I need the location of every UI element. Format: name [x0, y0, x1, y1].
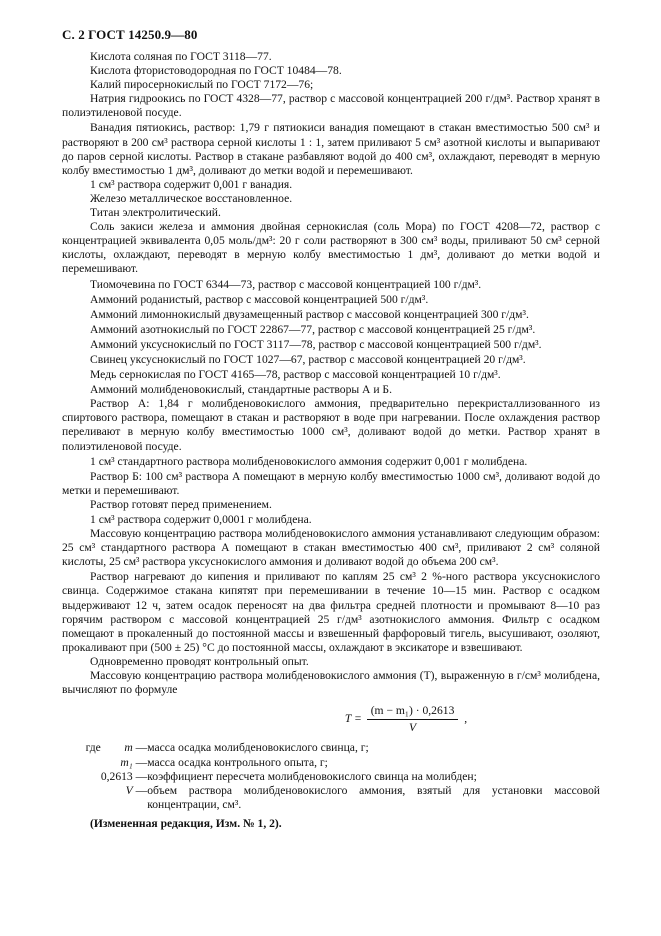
definition-symbol [101, 741, 147, 755]
definition-lead: где [85, 741, 101, 755]
paragraph: Титан электролитический. [90, 206, 221, 220]
definition-symbol-text: 0,2613 [100, 769, 133, 783]
formula-denominator: V [408, 721, 417, 735]
definition-symbol-text: m [124, 741, 133, 755]
definition-text: коэффициент пересчета молибденовокислого свинца на молибден; [147, 769, 477, 783]
definition-row [62, 784, 600, 812]
paragraph: Одновременно проводят контрольный опыт. [90, 654, 309, 668]
paragraph: Тиомочевина по ГОСТ 6344—73, раствор с массовой концентрацией 100 г/дм³. [90, 277, 482, 291]
definition-row [62, 741, 600, 755]
definition-dash: — [135, 755, 148, 769]
paragraph: Аммоний уксуснокислый по ГОСТ 3117—78, раствор с массовой концентрацией 500 г/дм³. [90, 337, 542, 351]
paragraph: Медь сернокислая по ГОСТ 4165—78, раствор с массовой концентрацией 10 г/дм³. [90, 368, 501, 382]
definition-lead [62, 770, 101, 784]
paragraph: Аммоний роданистый, раствор с массовой концентрацией 500 г/дм³. [90, 292, 429, 306]
paragraph: Аммоний молибденовокислый, стандартные растворы А и Б. [90, 383, 392, 397]
paragraph: Кислота фтористоводородная по ГОСТ 10484—78. [90, 64, 342, 78]
definition-text: масса осадка контрольного опыта, г; [147, 755, 328, 769]
document-body [62, 50, 600, 843]
paragraph: Натрия гидроокись по ГОСТ 4328—77, раствор с массовой концентрацией 200 г/дм³. Раствор хранят в полиэтиленовой посуде. [62, 92, 600, 120]
paragraph: Калий пиросернокислый по ГОСТ 7172—76; [90, 78, 314, 92]
definition-symbol [101, 770, 147, 784]
paragraph: Кислота соляная по ГОСТ 3118—77. [90, 50, 272, 63]
paragraph: Массовую концентрацию раствора молибденовокислого аммония (T), выраженную в г/см³ молибдена, вычисляют по формуле [62, 669, 600, 697]
formula-comma: , [464, 712, 468, 726]
definition-dash: — [135, 741, 148, 755]
definition-symbol [101, 756, 147, 770]
paragraph: Раствор готовят перед применением. [90, 497, 272, 511]
definition-lead [62, 784, 101, 812]
definition-lead [62, 756, 101, 770]
paragraph: Свинец уксуснокислый по ГОСТ 1027—67, раствор с массовой концентрацией 20 г/дм³. [90, 352, 526, 366]
definition-text: масса осадка молибденовокислого свинца, г; [147, 741, 369, 755]
paragraph: Аммоний азотнокислый по ГОСТ 22867—77, раствор с массовой концентрацией 25 г/дм³. [90, 322, 536, 336]
paragraph: 1 см³ раствора содержит 0,0001 г молибдена. [90, 513, 312, 526]
definition-row [62, 770, 600, 784]
definition-symbol-text: V [125, 783, 133, 797]
paragraph: Аммоний лимоннокислый двузамещенный раствор с массовой концентрацией 300 г/дм³. [90, 307, 529, 321]
paragraph: Раствор Б: 100 см³ раствора А помещают в мерную колбу вместимостью 1000 см³, доливают водой до метки и перемешивают. [62, 469, 600, 497]
definition-symbol-text: m₁ [120, 755, 133, 769]
paragraph: Ванадия пятиокись, раствор: 1,79 г пятиокиси ванадия помещают в стакан вместимостью 500 см³ и растворяют в 200 см³ раствора серной кислоты 1 : 1, затем приливают 5 см³ азотной кислоты и выпаривают до паров серной кислоты. Раствор в стакане разбавляют водой до 400 см³, охлаждают, переводят в мерную колбу вместимостью 1 дм³, доливают до метки водой и перемешивают. [62, 121, 600, 177]
paragraph: Железо металлическое восстановленное. [90, 191, 293, 205]
definition-text: объем раствора молибденовокислого аммония, взятый для установки массовой концентрации, см³. [147, 783, 600, 811]
paragraph: 1 см³ стандартного раствора молибденовокислого аммония содержит 0,001 г молибдена. [90, 454, 528, 468]
formula [212, 704, 600, 735]
amendment-note: (Измененная редакция, Изм. № 1, 2). [90, 816, 282, 830]
definition-dash: — [135, 769, 148, 783]
definitions-table [62, 741, 600, 811]
paragraph: Массовую концентрацию раствора молибденовокислого аммония устанавливают следующим образом: 25 см³ стандартного раствора А помещают в стакан вместимостью 400 см³, приливают 2 см³ соляной кислоты, 25 см³ раствора уксуснокислого аммония и доливают водой до объема 200 см³. [62, 527, 600, 569]
paragraph: Соль закиси железа и аммония двойная сернокислая (соль Мора) по ГОСТ 4208—72, раствор с концентрацией эквивалента 0,05 моль/дм³: 20 г соли растворяют в 300 см³ воды, приливают 50 см³ серной кислоты, охлаждают, переводят в мерную колбу вместимостью 1 дм³, доливают до метки водой и перемешивают. [62, 220, 600, 276]
definition-row [62, 756, 600, 770]
page-header: С. 2 ГОСТ 14250.9—80 [62, 27, 198, 42]
definition-symbol [101, 784, 147, 812]
formula-lhs: T = [344, 712, 362, 726]
paragraph: Раствор нагревают до кипения и приливают по каплям 25 см³ 2 %-ного раствора уксуснокислого свинца. Содержимое стакана кипятят при перемешивании в течение 10—15 мин. Раствор с осадком выдерживают 12 ч, затем осадок переносят на два фильтра средней плотности и промывают 8—10 раз горячим раствором с массовой концентрацией 25 г/дм³ азотнокислого аммония. Фильтр с осадком помещают в прокаленный до постоянной массы и взвешенный фарфоровый тигель, высушивают, озоляют, прокаливают при (500 ± 25) °С до постоянной массы, охлаждают в эксикаторе и взвешивают. [62, 570, 600, 654]
formula-fraction [367, 704, 459, 735]
paragraph: 1 см³ раствора содержит 0,001 г ванадия. [90, 177, 293, 191]
definition-dash: — [135, 783, 148, 797]
formula-numerator: (m − m₁) · 0,2613 [367, 704, 459, 720]
paragraph: Раствор А: 1,84 г молибденовокислого аммония, предварительно перекристаллизованного из спиртового раствора, помещают в стакан и растворяют в воде при нагревании. После охлаждения раствор переливают в мерную колбу вместимостью 1000 см³, доливают водой до метки. Раствор хранят в полиэтиленовой посуде. [62, 397, 600, 453]
